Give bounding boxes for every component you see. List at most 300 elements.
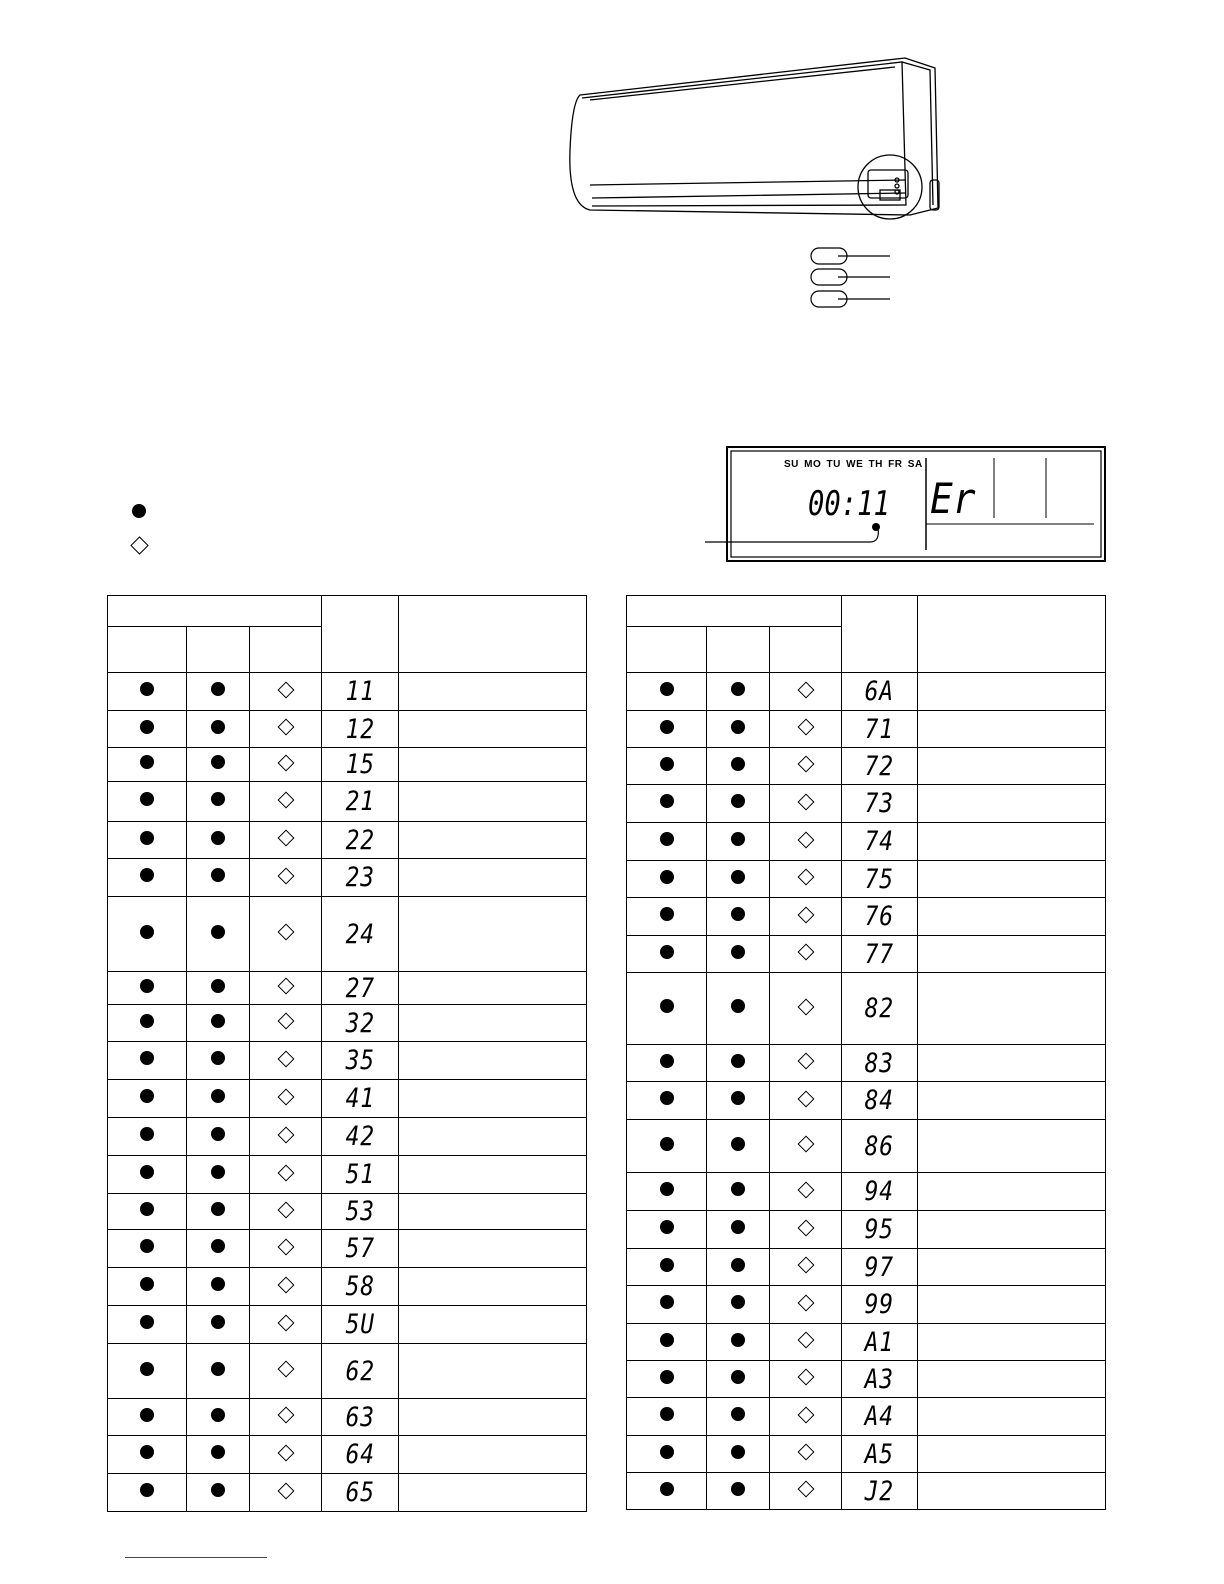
table-row bbox=[108, 1118, 587, 1156]
lamp-flash-icon bbox=[277, 1088, 294, 1105]
error-code: A3 bbox=[864, 1363, 895, 1395]
error-code: A1 bbox=[864, 1326, 895, 1358]
error-code: 71 bbox=[864, 713, 895, 745]
lamp-2-cell bbox=[187, 711, 250, 748]
lamp-on-icon bbox=[140, 1202, 154, 1216]
error-code: 82 bbox=[864, 993, 895, 1024]
lamp-1-cell bbox=[627, 1398, 707, 1436]
lamp-3-cell bbox=[770, 1120, 842, 1173]
table-row bbox=[108, 711, 587, 748]
lamp-flash-icon bbox=[277, 1361, 294, 1378]
code-cell bbox=[842, 1045, 918, 1082]
lamp-on-icon bbox=[140, 831, 154, 845]
error-code: 97 bbox=[864, 1251, 895, 1283]
lamp-flash-icon bbox=[797, 756, 814, 773]
lamp-2-cell bbox=[707, 1045, 770, 1082]
table-row bbox=[627, 785, 1106, 823]
code-cell bbox=[842, 898, 918, 936]
table-body bbox=[627, 673, 1106, 1510]
lamp-group-header bbox=[108, 596, 322, 627]
lamp-on-icon bbox=[140, 720, 154, 734]
description-cell bbox=[918, 823, 1106, 861]
lamp-on-icon bbox=[731, 1370, 745, 1384]
table-row bbox=[108, 1344, 587, 1399]
lamp-3-cell bbox=[770, 1324, 842, 1361]
lamp-1-cell bbox=[108, 1118, 187, 1156]
lamp-on-icon bbox=[211, 1483, 225, 1497]
lamp-flash-icon bbox=[277, 1314, 294, 1331]
code-cell bbox=[322, 1042, 399, 1080]
lamp-on-icon bbox=[660, 794, 674, 808]
lamp-3-cell bbox=[770, 785, 842, 823]
code-cell bbox=[322, 897, 399, 972]
lamp-flash-icon bbox=[797, 1332, 814, 1349]
lamp-1-cell bbox=[108, 1306, 187, 1344]
lamp-3-cell bbox=[770, 1211, 842, 1249]
lamp-1-cell bbox=[108, 1005, 187, 1042]
lamp-2-cell bbox=[187, 1344, 250, 1399]
lamp-on-icon bbox=[660, 1333, 674, 1347]
lamp-on-icon bbox=[211, 1408, 225, 1422]
lamp-on-icon bbox=[140, 1408, 154, 1422]
lamp-3-cell bbox=[770, 1286, 842, 1324]
lamp-on-icon bbox=[140, 1051, 154, 1065]
table-row bbox=[627, 1398, 1106, 1436]
description-cell bbox=[918, 785, 1106, 823]
code-cell bbox=[322, 673, 399, 711]
lamp-on-icon bbox=[211, 755, 225, 769]
table-row bbox=[627, 1361, 1106, 1398]
lamp-3-cell bbox=[250, 822, 322, 859]
lamp-on-icon bbox=[731, 720, 745, 734]
lamp-2-cell bbox=[187, 1118, 250, 1156]
table-row bbox=[627, 748, 1106, 785]
lamp-flash-icon bbox=[797, 1369, 814, 1386]
lamp-2-cell bbox=[707, 748, 770, 785]
description-cell bbox=[918, 973, 1106, 1045]
lamp-flash-icon bbox=[797, 998, 814, 1015]
description-cell bbox=[399, 1474, 587, 1512]
lamp-on-icon bbox=[660, 1054, 674, 1068]
description-cell bbox=[399, 782, 587, 822]
lamp-on-icon bbox=[140, 1014, 154, 1028]
lamp-1-cell bbox=[627, 748, 707, 785]
lamp-2-header bbox=[707, 627, 770, 673]
description-cell bbox=[399, 1005, 587, 1042]
lamp-1-cell bbox=[108, 859, 187, 897]
lamp-2-cell bbox=[187, 972, 250, 1005]
lamp-3-header bbox=[250, 627, 322, 673]
code-cell bbox=[842, 711, 918, 748]
description-cell bbox=[399, 1306, 587, 1344]
table-row bbox=[108, 972, 587, 1005]
code-cell bbox=[842, 1473, 918, 1510]
description-cell bbox=[399, 859, 587, 897]
code-cell bbox=[322, 1306, 399, 1344]
table-row bbox=[627, 1324, 1106, 1361]
table-row bbox=[627, 673, 1106, 711]
lamp-on-icon bbox=[211, 1277, 225, 1291]
lamp-flash-icon bbox=[797, 831, 814, 848]
lamp-1-cell bbox=[627, 1082, 707, 1120]
lamp-on-icon bbox=[140, 1445, 154, 1459]
code-cell bbox=[322, 1230, 399, 1268]
code-column-header bbox=[322, 596, 399, 673]
error-code: 95 bbox=[864, 1214, 895, 1245]
lamp-1-cell bbox=[108, 748, 187, 782]
error-code: 58 bbox=[345, 1271, 375, 1302]
lamp-2-cell bbox=[707, 936, 770, 973]
table-row bbox=[627, 973, 1106, 1045]
description-cell bbox=[399, 972, 587, 1005]
lamp-on-icon bbox=[140, 1277, 154, 1291]
lamp-on-icon bbox=[731, 1407, 745, 1421]
description-cell bbox=[918, 748, 1106, 785]
error-code: 65 bbox=[345, 1477, 375, 1508]
description-cell bbox=[918, 1120, 1106, 1173]
lamp-on-icon bbox=[731, 945, 745, 959]
lamp-flash-icon bbox=[130, 536, 148, 554]
table-row bbox=[108, 673, 587, 711]
code-cell bbox=[322, 748, 399, 782]
lamp-3-cell bbox=[770, 823, 842, 861]
lamp-1-cell bbox=[627, 1361, 707, 1398]
error-code: J2 bbox=[864, 1475, 895, 1507]
lamp-3-cell bbox=[250, 1268, 322, 1306]
error-code: 72 bbox=[864, 750, 895, 782]
lamp-flash-icon bbox=[277, 681, 294, 698]
error-code: 75 bbox=[864, 863, 895, 895]
lamp-on-icon bbox=[731, 1137, 745, 1151]
code-cell bbox=[322, 1474, 399, 1512]
table-row bbox=[108, 1194, 587, 1230]
lamp-2-cell bbox=[187, 1306, 250, 1344]
code-cell bbox=[842, 1249, 918, 1286]
lamp-1-cell bbox=[108, 1194, 187, 1230]
code-cell bbox=[842, 1436, 918, 1473]
lamp-flash-icon bbox=[797, 1181, 814, 1198]
description-cell bbox=[399, 1399, 587, 1436]
lamp-3-cell bbox=[770, 1082, 842, 1120]
table-row bbox=[108, 782, 587, 822]
lamp-1-cell bbox=[627, 785, 707, 823]
code-cell bbox=[842, 1286, 918, 1324]
lamp-on-icon bbox=[211, 1014, 225, 1028]
lamp-1-cell bbox=[108, 711, 187, 748]
lamp-2-cell bbox=[707, 1286, 770, 1324]
error-code-table-right bbox=[626, 595, 1106, 1510]
lamp-1-cell bbox=[627, 1249, 707, 1286]
lamp-on-icon bbox=[731, 794, 745, 808]
lamp-flash-icon bbox=[797, 1257, 814, 1274]
lamp-3-cell bbox=[770, 898, 842, 936]
error-code: 73 bbox=[864, 788, 895, 819]
description-cell bbox=[918, 1398, 1106, 1436]
description-cell bbox=[918, 1211, 1106, 1249]
code-cell bbox=[322, 1399, 399, 1436]
lamp-on-icon bbox=[140, 1089, 154, 1103]
table-row bbox=[108, 1436, 587, 1474]
description-cell bbox=[918, 1045, 1106, 1082]
lamp-on-icon bbox=[660, 1445, 674, 1459]
error-code: 21 bbox=[345, 786, 375, 817]
lamp-on-icon bbox=[660, 1137, 674, 1151]
lamp-on-icon bbox=[211, 1165, 225, 1179]
lamp-1-cell bbox=[627, 936, 707, 973]
description-cell bbox=[399, 748, 587, 782]
lamp-on-icon bbox=[731, 1295, 745, 1309]
lamp-flash-icon bbox=[277, 1201, 294, 1218]
description-cell bbox=[918, 1249, 1106, 1286]
lamp-flash-icon bbox=[797, 1219, 814, 1236]
error-code-table-left bbox=[107, 595, 587, 1512]
lamp-2-cell bbox=[187, 673, 250, 711]
error-code: 64 bbox=[345, 1439, 375, 1470]
lamp-on-icon bbox=[660, 1091, 674, 1105]
lamp-2-cell bbox=[187, 1194, 250, 1230]
lamp-on-icon bbox=[211, 1202, 225, 1216]
lamp-on-icon bbox=[140, 1165, 154, 1179]
lamp-2-cell bbox=[707, 1436, 770, 1473]
lamp-2-header bbox=[187, 627, 250, 673]
description-cell bbox=[399, 1194, 587, 1230]
lamp-flash-icon bbox=[277, 1126, 294, 1143]
lamp-flash-icon bbox=[277, 978, 294, 995]
lamp-2-cell bbox=[187, 822, 250, 859]
code-cell bbox=[322, 822, 399, 859]
lamp-flash-icon bbox=[277, 791, 294, 808]
lamp-2-cell bbox=[707, 1473, 770, 1510]
lamp-on-icon bbox=[211, 1315, 225, 1329]
lamp-3-cell bbox=[770, 1045, 842, 1082]
description-cell bbox=[918, 1173, 1106, 1211]
error-code: 83 bbox=[864, 1047, 895, 1079]
code-cell bbox=[842, 973, 918, 1045]
lamp-3-cell bbox=[250, 1474, 322, 1512]
description-cell bbox=[399, 1080, 587, 1118]
table-row bbox=[108, 1042, 587, 1080]
legend-lit bbox=[120, 494, 146, 528]
lamp-1-cell bbox=[108, 1042, 187, 1080]
lamp-3-cell bbox=[250, 1080, 322, 1118]
lamp-1-cell bbox=[627, 1473, 707, 1510]
lamp-2-cell bbox=[707, 861, 770, 898]
lamp-2-cell bbox=[707, 1120, 770, 1173]
lamp-1-cell bbox=[627, 1173, 707, 1211]
lamp-on-icon bbox=[660, 1407, 674, 1421]
lamp-1-cell bbox=[627, 898, 707, 936]
lcd-error-label: Er bbox=[930, 474, 976, 523]
lamp-flash-icon bbox=[797, 944, 814, 961]
lamp-3-cell bbox=[250, 1399, 322, 1436]
lamp-flash-icon bbox=[277, 924, 294, 941]
lamp-1-cell bbox=[627, 673, 707, 711]
footer-link-underline[interactable] bbox=[125, 1557, 267, 1558]
lamp-flash-icon bbox=[277, 1050, 294, 1067]
error-code: 86 bbox=[864, 1130, 895, 1162]
lamp-on-icon bbox=[731, 907, 745, 921]
table-row bbox=[627, 1045, 1106, 1082]
lamp-3-cell bbox=[770, 711, 842, 748]
lamp-on-icon bbox=[211, 792, 225, 806]
lamp-on-icon bbox=[731, 1258, 745, 1272]
lamp-2-cell bbox=[187, 782, 250, 822]
lamp-on-icon bbox=[140, 1239, 154, 1253]
code-cell bbox=[322, 1080, 399, 1118]
lamp-2-cell bbox=[707, 898, 770, 936]
lamp-1-cell bbox=[627, 1045, 707, 1082]
lamp-on-icon bbox=[660, 1370, 674, 1384]
lamp-1-cell bbox=[627, 1324, 707, 1361]
code-cell bbox=[842, 1120, 918, 1173]
lamp-3-cell bbox=[770, 1173, 842, 1211]
lamp-flash-icon bbox=[277, 1276, 294, 1293]
lamp-2-cell bbox=[707, 823, 770, 861]
code-cell bbox=[322, 972, 399, 1005]
code-cell bbox=[842, 1211, 918, 1249]
table-row bbox=[627, 1173, 1106, 1211]
lamp-1-cell bbox=[627, 1436, 707, 1473]
lamp-1-header bbox=[627, 627, 707, 673]
lamp-1-cell bbox=[108, 1080, 187, 1118]
lamp-2-cell bbox=[187, 897, 250, 972]
lamp-3-header bbox=[770, 627, 842, 673]
lamp-1-cell bbox=[108, 972, 187, 1005]
lamp-1-cell bbox=[108, 1436, 187, 1474]
error-code: 22 bbox=[345, 824, 375, 856]
lamp-2-cell bbox=[187, 1230, 250, 1268]
lamp-on-icon bbox=[211, 1239, 225, 1253]
lcd-time-readout: 00:11 bbox=[808, 484, 890, 524]
lamp-2-cell bbox=[187, 1474, 250, 1512]
table-row bbox=[108, 822, 587, 859]
lamp-3-cell bbox=[250, 1436, 322, 1474]
error-code: 12 bbox=[345, 713, 375, 745]
error-code: 94 bbox=[864, 1176, 895, 1207]
lamp-flash-icon bbox=[797, 1444, 814, 1461]
lamp-3-cell bbox=[250, 673, 322, 711]
error-code: A4 bbox=[864, 1401, 895, 1432]
table-row bbox=[108, 1268, 587, 1306]
lamp-3-cell bbox=[250, 897, 322, 972]
lamp-2-cell bbox=[707, 673, 770, 711]
lamp-on-icon bbox=[140, 792, 154, 806]
lamp-3-cell bbox=[250, 859, 322, 897]
error-code: 77 bbox=[864, 938, 895, 970]
lamp-on-icon bbox=[140, 925, 154, 939]
lamp-1-cell bbox=[108, 1268, 187, 1306]
lamp-1-cell bbox=[627, 711, 707, 748]
lamp-3-cell bbox=[770, 1473, 842, 1510]
error-code: 84 bbox=[864, 1085, 895, 1116]
lamp-flash-icon bbox=[277, 1407, 294, 1424]
lamp-on-icon bbox=[660, 1482, 674, 1496]
lamp-on-icon bbox=[731, 1182, 745, 1196]
description-cell bbox=[918, 1473, 1106, 1510]
lamp-on-icon bbox=[660, 1182, 674, 1196]
table-row bbox=[627, 898, 1106, 936]
lamp-on-icon bbox=[140, 1127, 154, 1141]
code-cell bbox=[322, 1118, 399, 1156]
error-code: 74 bbox=[864, 826, 895, 857]
lamp-2-cell bbox=[707, 1361, 770, 1398]
lamp-2-cell bbox=[187, 1080, 250, 1118]
lamp-on-icon bbox=[660, 1220, 674, 1234]
lamp-on-icon bbox=[660, 1258, 674, 1272]
table-row bbox=[108, 1474, 587, 1512]
lamp-3-cell bbox=[770, 1398, 842, 1436]
lamp-on-icon bbox=[660, 999, 674, 1013]
lamp-flash-icon bbox=[797, 681, 814, 698]
lamp-2-cell bbox=[187, 1005, 250, 1042]
lamp-3-cell bbox=[250, 972, 322, 1005]
code-cell bbox=[842, 861, 918, 898]
description-column-header bbox=[399, 596, 587, 673]
lamp-3-cell bbox=[770, 936, 842, 973]
error-code: 63 bbox=[345, 1401, 375, 1433]
lamp-2-cell bbox=[707, 973, 770, 1045]
lamp-2-cell bbox=[707, 1173, 770, 1211]
lamp-on-icon bbox=[140, 868, 154, 882]
lamp-3-cell bbox=[250, 1344, 322, 1399]
lamp-on-icon bbox=[140, 682, 154, 696]
code-cell bbox=[842, 823, 918, 861]
lamp-1-cell bbox=[627, 973, 707, 1045]
table-row bbox=[627, 711, 1106, 748]
code-cell bbox=[842, 1324, 918, 1361]
lamp-1-cell bbox=[627, 823, 707, 861]
lamp-2-cell bbox=[707, 711, 770, 748]
description-cell bbox=[918, 1324, 1106, 1361]
lamp-1-cell bbox=[108, 1230, 187, 1268]
error-code: A5 bbox=[864, 1438, 895, 1470]
lamp-on-icon bbox=[211, 1051, 225, 1065]
lamp-3-cell bbox=[250, 782, 322, 822]
description-cell bbox=[399, 1268, 587, 1306]
lamp-3-cell bbox=[250, 1156, 322, 1194]
lamp-1-cell bbox=[627, 1286, 707, 1324]
error-code: 24 bbox=[345, 918, 375, 950]
table-row bbox=[108, 859, 587, 897]
error-code: 51 bbox=[345, 1159, 375, 1190]
lamp-3-cell bbox=[250, 1230, 322, 1268]
lamp-on-icon bbox=[660, 720, 674, 734]
lamp-2-cell bbox=[707, 1082, 770, 1120]
code-cell bbox=[322, 1436, 399, 1474]
legend-flashing bbox=[120, 528, 146, 562]
error-code: 62 bbox=[345, 1355, 375, 1387]
lamp-on-icon bbox=[211, 720, 225, 734]
lamp-on-icon bbox=[140, 755, 154, 769]
lamp-flash-icon bbox=[797, 869, 814, 886]
lamp-on-icon bbox=[660, 907, 674, 921]
lamp-3-cell bbox=[770, 973, 842, 1045]
lamp-on-icon bbox=[660, 1295, 674, 1309]
lamp-on-icon bbox=[731, 999, 745, 1013]
description-cell bbox=[918, 1286, 1106, 1324]
lamp-flash-icon bbox=[277, 1482, 294, 1499]
lamp-1-cell bbox=[108, 1399, 187, 1436]
lamp-on-icon bbox=[211, 925, 225, 939]
error-code: 5U bbox=[345, 1309, 375, 1340]
lamp-2-cell bbox=[707, 1249, 770, 1286]
lamp-on-icon bbox=[731, 682, 745, 696]
error-code: 27 bbox=[345, 972, 375, 1004]
lamp-3-cell bbox=[250, 1306, 322, 1344]
table-row bbox=[108, 1399, 587, 1436]
table-row bbox=[627, 861, 1106, 898]
code-cell bbox=[322, 782, 399, 822]
